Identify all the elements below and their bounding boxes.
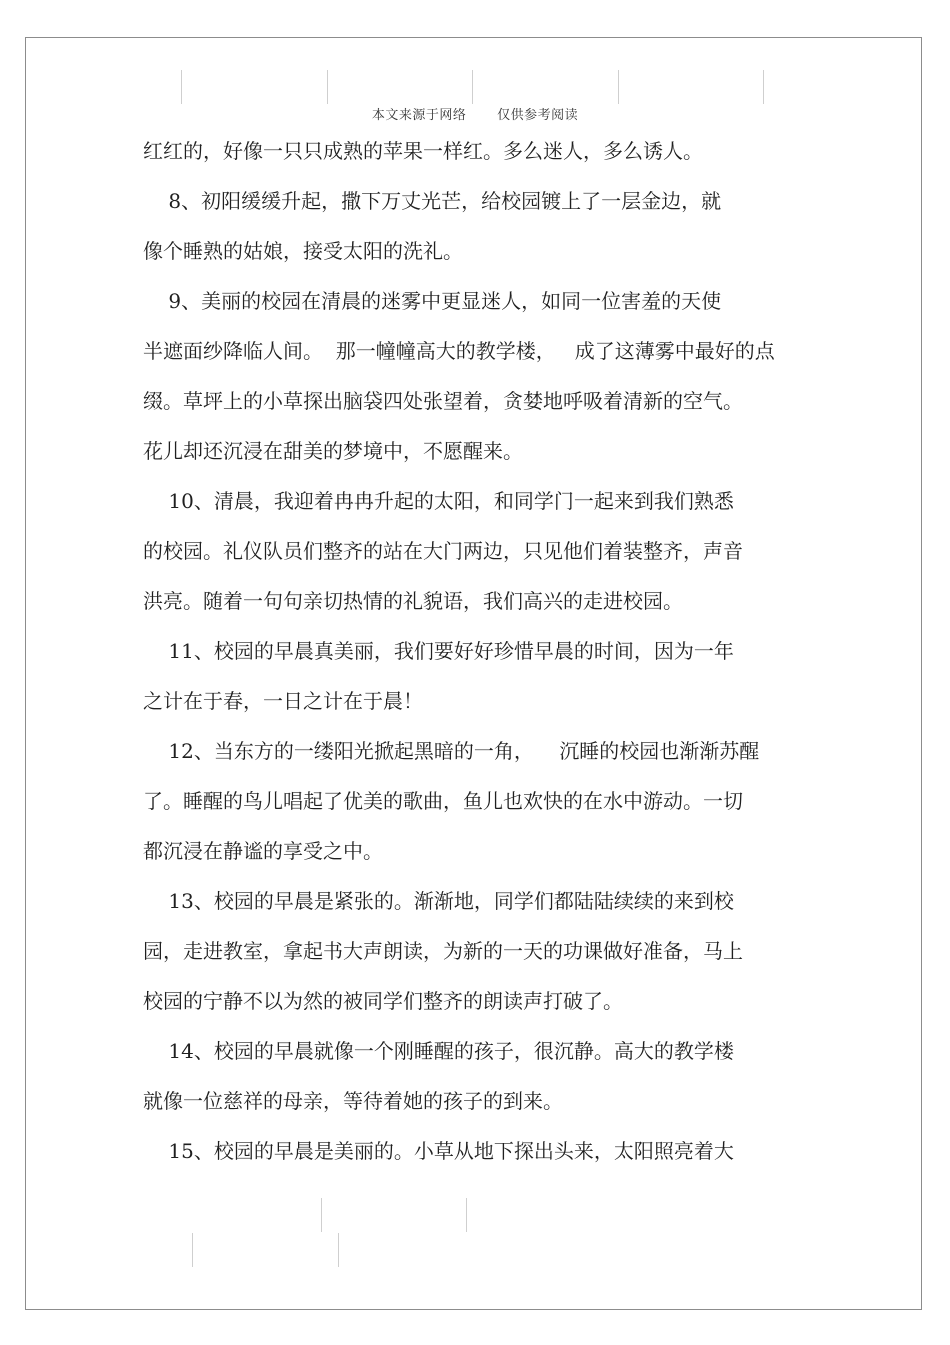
text-line: 洪亮。随着一句句亲切热情的礼貌语，我们高兴的走进校园。 xyxy=(143,589,683,613)
header-tick xyxy=(181,70,182,104)
text-line: 都沉浸在静谧的享受之中。 xyxy=(143,839,383,863)
header-tick xyxy=(472,70,473,104)
text-line: 的校园。礼仪队员们整齐的站在大门两边，只见他们着装整齐，声音 xyxy=(143,539,743,563)
text-line: 像个睡熟的姑娘，接受太阳的洗礼。 xyxy=(143,239,463,263)
text-line: 半遮面纱降临人间。 那一幢幢高大的教学楼， 成了这薄雾中最好的点 xyxy=(143,339,775,363)
text-line: 13、校园的早晨是紧张的。渐渐地，同学们都陆陆续续的来到校 xyxy=(143,889,734,913)
text-line: 花儿却还沉浸在甜美的梦境中，不愿醒来。 xyxy=(143,439,523,463)
text-line: 8、初阳缓缓升起，撒下万丈光芒，给校园镀上了一层金边，就 xyxy=(143,189,722,213)
text-line: 缀。草坪上的小草探出脑袋四处张望着，贪婪地呼吸着清新的空气。 xyxy=(143,389,743,413)
text-line: 红红的，好像一只只成熟的苹果一样红。多么迷人，多么诱人。 xyxy=(143,139,703,163)
header-tick xyxy=(327,70,328,104)
header-tick xyxy=(618,70,619,104)
page-border xyxy=(25,37,922,1310)
text-line: 14、校园的早晨就像一个刚睡醒的孩子，很沉静。高大的教学楼 xyxy=(143,1039,734,1063)
text-line: 就像一位慈祥的母亲，等待着她的孩子的到来。 xyxy=(143,1089,563,1113)
footer-tick xyxy=(192,1233,193,1267)
text-line: 12、当东方的一缕阳光掀起黑暗的一角， 沉睡的校园也渐渐苏醒 xyxy=(143,739,760,763)
text-line: 园，走进教室，拿起书大声朗读，为新的一天的功课做好准备，马上 xyxy=(143,939,743,963)
header-tick xyxy=(763,70,764,104)
text-line: 之计在于春，一日之计在于晨！ xyxy=(143,689,423,713)
footer-tick xyxy=(466,1198,467,1232)
text-line: 10、清晨，我迎着冉冉升起的太阳，和同学门一起来到我们熟悉 xyxy=(143,489,734,513)
text-line: 校园的宁静不以为然的被同学们整齐的朗读声打破了。 xyxy=(143,989,623,1013)
source-note: 本文来源于网络 xyxy=(371,108,467,123)
footer-tick xyxy=(338,1233,339,1267)
reference-note: 仅供参考阅读 xyxy=(497,108,579,123)
text-line: 9、美丽的校园在清晨的迷雾中更显迷人，如同一位害羞的天使 xyxy=(143,289,722,313)
text-line: 15、校园的早晨是美丽的。小草从地下探出头来，太阳照亮着大 xyxy=(143,1139,734,1163)
text-line: 了。睡醒的鸟儿唱起了优美的歌曲，鱼儿也欢快的在水中游动。一切 xyxy=(143,789,743,813)
header-note xyxy=(0,104,950,123)
footer-tick xyxy=(321,1198,322,1232)
text-line: 11、校园的早晨真美丽，我们要好好珍惜早晨的时间，因为一年 xyxy=(143,639,734,663)
